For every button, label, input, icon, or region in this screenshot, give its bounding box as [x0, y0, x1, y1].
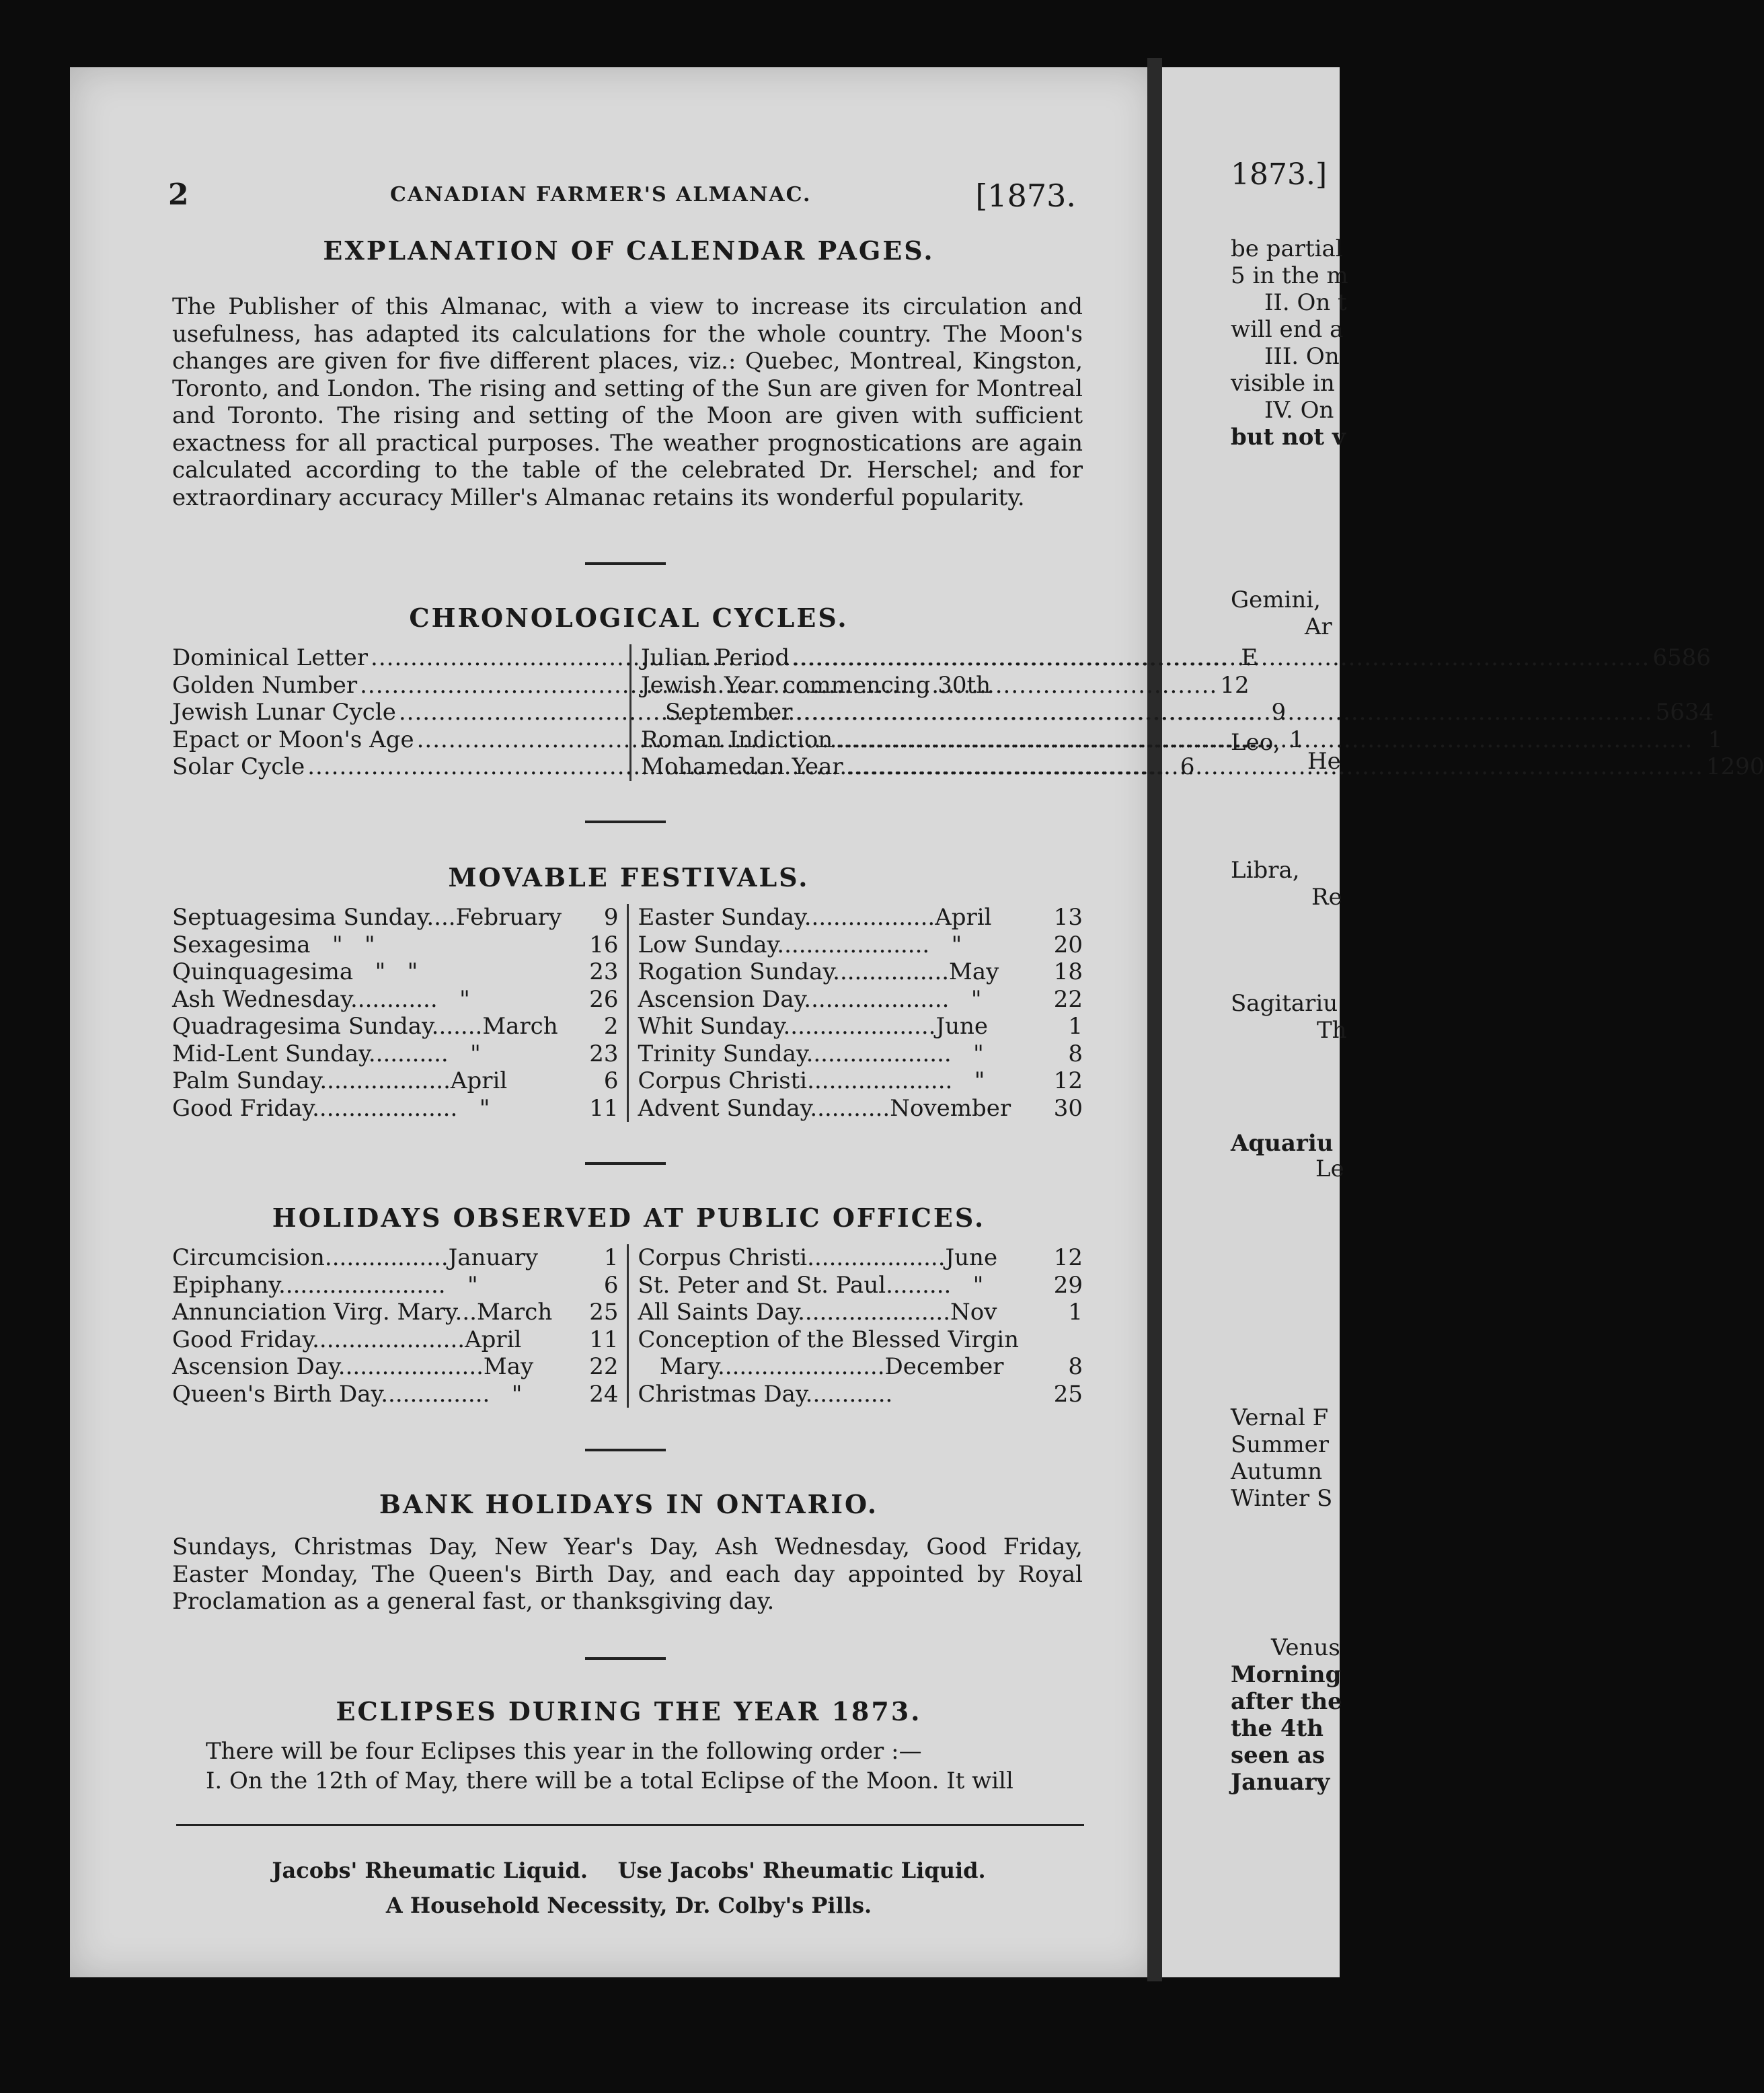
festival-row: Quadragesima Sunday.......March 2 [172, 1013, 619, 1040]
cycles-row: Epact or Moon's Age ..... 1 [172, 726, 621, 754]
festivals-right-column [629, 904, 1083, 1122]
right-line: Libra, [1231, 857, 1300, 884]
festival-row: Palm Sunday..................April 6 [172, 1067, 619, 1094]
festival-row: Sexagesima " " 16 [172, 931, 619, 958]
right-line: Re [1311, 884, 1342, 911]
cycles-heading: CHRONOLOGICAL CYCLES. [409, 603, 849, 633]
holidays-table [172, 1244, 1083, 1408]
section-rule [585, 821, 666, 823]
holiday-row: Conception of the Blessed Virgin [638, 1326, 1020, 1353]
festivals-left-column [172, 904, 629, 1122]
running-head [168, 178, 1089, 218]
eclipses-intro: There will be four Eclipses this year in the following order :— [206, 1738, 922, 1765]
cycles-row: Julian Period ..... 6586 [641, 644, 1089, 672]
running-year: [1873. [975, 178, 1076, 214]
festival-row: Advent Sunday...........November 30 [638, 1094, 1083, 1122]
bank-heading: BANK HOLIDAYS IN ONTARIO. [379, 1489, 879, 1519]
festivals-heading: MOVABLE FESTIVALS. [448, 862, 810, 892]
holiday-row: Annunciation Virg. Mary...March 25 [172, 1299, 619, 1326]
right-line: after the [1231, 1688, 1342, 1715]
festival-row: Corpus Christi.................... " 12 [638, 1067, 1083, 1094]
holiday-row: Ascension Day....................May 22 [172, 1353, 619, 1380]
holiday-row: Mary.......................December 8 [638, 1353, 1083, 1380]
right-line: Th [1317, 1017, 1347, 1044]
right-line: Ar [1305, 613, 1332, 640]
festival-row: Trinity Sunday.................... " 8 [638, 1040, 1083, 1067]
right-line: II. On t [1264, 289, 1347, 316]
right-line: January [1231, 1769, 1330, 1796]
section-rule [585, 1657, 666, 1660]
right-line: will end a [1231, 316, 1344, 343]
right-line: but not v [1231, 424, 1346, 451]
festival-row: Rogation Sunday................May 18 [638, 958, 1083, 985]
right-line: seen as [1231, 1742, 1326, 1769]
page-number: 2 [168, 178, 189, 212]
holidays-heading: HOLIDAYS OBSERVED AT PUBLIC OFFICES. [272, 1203, 986, 1233]
right-line: IV. On [1264, 397, 1334, 424]
cycles-row: Roman Indiction ..... 1 [641, 726, 1089, 754]
right-line: the 4th [1231, 1715, 1324, 1742]
cycles-row: Dominical Letter ..... E [172, 644, 621, 672]
holiday-row: Christmas Day............ 25 [638, 1380, 1083, 1408]
section-rule [585, 562, 666, 565]
right-line: Autumn [1231, 1458, 1323, 1485]
section-rule [585, 1162, 666, 1165]
right-line: Gemini, [1231, 586, 1321, 613]
right-line: Winter S [1231, 1485, 1333, 1512]
holiday-row: Good Friday.....................April 11 [172, 1326, 619, 1353]
holidays-right-column [629, 1244, 1083, 1408]
right-line: Vernal F [1231, 1404, 1329, 1431]
festivals-table [172, 904, 1083, 1122]
festival-row: Ash Wednesday............ " 26 [172, 985, 619, 1013]
cycles-row: Jewish Year commencing 30th [641, 671, 991, 699]
right-line: Aquariu [1231, 1130, 1334, 1157]
cycles-row: Golden Number ..... 12 [172, 672, 621, 699]
holiday-row: Epiphany....................... " 6 [172, 1271, 619, 1299]
cycles-row: Mohamedan Year ..... 1290 [641, 753, 1089, 781]
holiday-row: All Saints Day.....................Nov 1 [638, 1299, 1083, 1326]
right-line: be partial [1231, 235, 1343, 262]
right-line: Leo, [1231, 729, 1280, 756]
right-line: Sagitariu [1231, 990, 1338, 1017]
running-title: CANADIAN FARMER'S ALMANAC. [390, 183, 812, 206]
right-line: He [1307, 748, 1341, 775]
cycles-row: Solar Cycle ..... 6 [172, 753, 621, 781]
festival-row: Quinquagesima " " 23 [172, 958, 619, 985]
right-line: Morning [1231, 1661, 1342, 1688]
holiday-row: Circumcision.................January 1 [172, 1244, 619, 1271]
right-line: visible in [1231, 370, 1335, 397]
advertisement-line-1: Jacobs' Rheumatic Liquid. Use Jacobs' Rheumatic Liquid. [272, 1858, 986, 1883]
explanation-text: The Publisher of this Almanac, with a view to increase its circulation and usefulness, has adapted its calculations for the whole country. The Moon's changes are given for five different places, viz.: Quebec, Montreal, Kingston, Toronto, and London. The rising and setting of the Sun are given for Montreal and Toronto. The rising and setting of the Moon are given with sufficient exactness for all practical purposes. The weather prognostications are again calculated according to the table of the celebrated Dr. Herschel; and for extraordinary accuracy Miller's Almanac retains its wonderful popularity. [172, 293, 1083, 511]
section-rule [585, 1449, 666, 1451]
right-line: Le [1315, 1155, 1344, 1182]
cycles-row: September ..... 5634 [641, 699, 1089, 726]
cycles-row: Jewish Lunar Cycle ..... 9 [172, 699, 621, 726]
holiday-row: St. Peter and St. Paul......... " 29 [638, 1271, 1083, 1299]
advertisement-line-2: A Household Necessity, Dr. Colby's Pills. [385, 1893, 872, 1918]
bank-text: Sundays, Christmas Day, New Year's Day, Ash Wednesday, Good Friday, Easter Monday, The Queen's Birth Day, and each day appointed by Royal Proclamation as a general fast, or thanksgiving day. [172, 1533, 1083, 1615]
book-gutter [1147, 58, 1162, 1981]
holiday-row: Queen's Birth Day............... " 24 [172, 1380, 619, 1408]
festival-row: Low Sunday..................... " 20 [638, 931, 1083, 958]
festival-row: Whit Sunday.....................June 1 [638, 1013, 1083, 1040]
right-running-year: 1873.] [1231, 157, 1328, 192]
festival-row: Septuagesima Sunday....February 9 [172, 904, 619, 931]
festival-row: Mid-Lent Sunday........... " 23 [172, 1040, 619, 1067]
right-line: Venus [1271, 1634, 1340, 1661]
right-line: Summer [1231, 1431, 1330, 1458]
holiday-row: Corpus Christi...................June 12 [638, 1244, 1083, 1271]
festival-row: Good Friday.................... " 11 [172, 1094, 619, 1122]
footer-rule [176, 1824, 1084, 1826]
eclipses-heading: ECLIPSES DURING THE YEAR 1873. [336, 1696, 922, 1726]
eclipses-first: I. On the 12th of May, there will be a total Eclipse of the Moon. It will [206, 1767, 1013, 1794]
festival-row: Easter Sunday..................April 13 [638, 904, 1083, 931]
explanation-heading: EXPLANATION OF CALENDAR PAGES. [323, 235, 935, 266]
right-line: III. On [1264, 343, 1340, 370]
right-line: 5 in the m [1231, 262, 1348, 289]
festival-row: Ascension Day.................... " 22 [638, 985, 1083, 1013]
holidays-left-column [172, 1244, 629, 1408]
